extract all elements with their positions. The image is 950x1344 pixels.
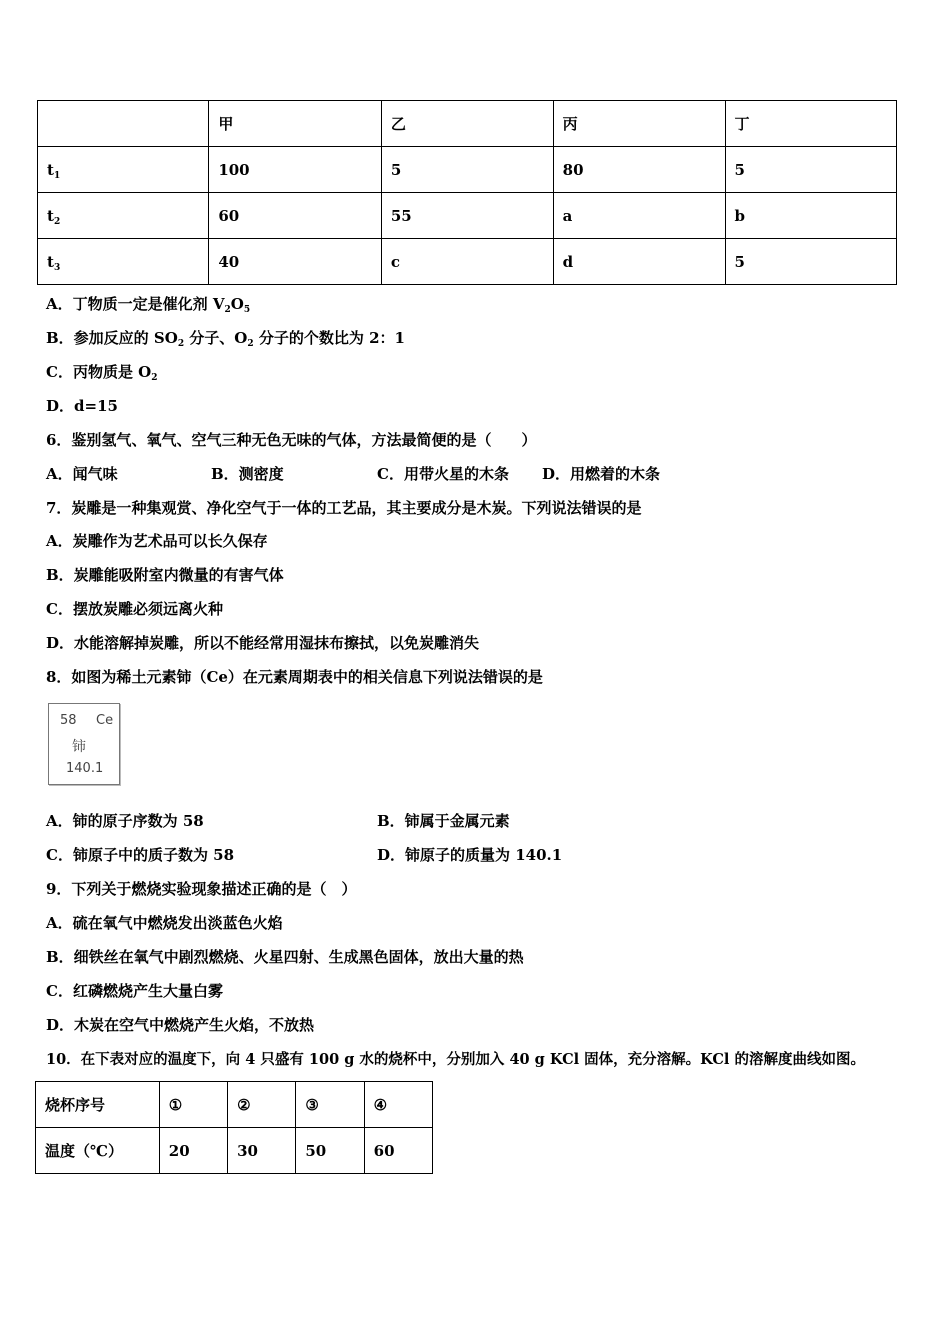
table-row <box>38 101 897 147</box>
table-cell: 40 <box>209 239 382 285</box>
table-cell: 丁 <box>725 101 897 147</box>
q10-stem: 10．在下表对应的温度下，向 4 只盛有 100 g 水的烧杯中，分别加入 40 g KCl 固体，充分溶解。KCl 的溶解度曲线如图。 <box>46 1051 865 1068</box>
table-cell: 30 <box>228 1128 296 1174</box>
table-cell: 甲 <box>209 101 382 147</box>
q5-option-a: A．丁物质一定是催化剂 $V_2O_5$ <box>46 295 251 315</box>
table-cell: 温度（℃） <box>36 1128 160 1174</box>
q5-option-d: D．d=15 <box>46 397 118 415</box>
table-cell: 60 <box>364 1128 432 1174</box>
table-cell: 丙 <box>553 101 725 147</box>
table-cell: ② <box>228 1082 296 1128</box>
table-cell: 100 <box>209 147 382 193</box>
table-cell: ③ <box>296 1082 364 1128</box>
table-row <box>38 239 897 285</box>
table-row <box>36 1128 433 1174</box>
q6-stem: 6．鉴别氢气、氧气、空气三种无色无味的气体，方法最简便的是（ ） <box>46 431 537 449</box>
q6-option-c: C．用带火星的木条 <box>377 465 509 483</box>
q6-option-d: D．用燃着的木条 <box>542 465 661 483</box>
table-cell: d <box>553 239 725 285</box>
row-label: $t_2$ <box>38 193 209 239</box>
table-cell: ④ <box>364 1082 432 1128</box>
q5-option-b: B．参加反应的 $SO_2$ 分子、$O_2$ 分子的个数比为 2：1 <box>46 329 405 349</box>
q7-option-d: D．水能溶解掉炭雕，所以不能经常用湿抹布擦拭，以免炭雕消失 <box>46 634 480 652</box>
q9-option-c: C．红磷燃烧产生大量白雾 <box>46 982 223 1000</box>
table-row <box>38 147 897 193</box>
q7-option-b: B．炭雕能吸附室内微量的有害气体 <box>46 566 284 584</box>
table-cell <box>38 101 209 147</box>
q7-option-c: C．摆放炭雕必须远离火种 <box>46 600 223 618</box>
q7-option-a: A．炭雕作为艺术品可以长久保存 <box>46 532 268 550</box>
table-cell: 乙 <box>381 101 553 147</box>
beaker-table <box>35 1081 433 1174</box>
table-cell: a <box>553 193 725 239</box>
table-cell: ① <box>159 1082 227 1128</box>
q9-option-b: B．细铁丝在氧气中剧烈燃烧、火星四射、生成黑色固体，放出大量的热 <box>46 948 524 966</box>
q8-stem: 8．如图为稀土元素铈（Ce）在元素周期表中的相关信息下列说法错误的是 <box>46 668 543 686</box>
element-name: 铈 <box>72 739 86 755</box>
row-label: $t_3$ <box>38 239 209 285</box>
element-symbol: Ce <box>96 713 114 728</box>
q8-option-b: B．铈属于金属元素 <box>377 812 510 830</box>
table-cell: 烧杯序号 <box>36 1082 160 1128</box>
table-cell: 55 <box>381 193 553 239</box>
table-row <box>36 1082 433 1128</box>
table-row <box>38 193 897 239</box>
mass-table <box>37 100 897 285</box>
table-cell: c <box>381 239 553 285</box>
table-cell: b <box>725 193 897 239</box>
q9-option-a: A．硫在氧气中燃烧发出淡蓝色火焰 <box>46 914 283 932</box>
table-cell: 5 <box>381 147 553 193</box>
q9-option-d: D．木炭在空气中燃烧产生火焰，不放热 <box>46 1016 315 1034</box>
table-cell: 5 <box>725 147 897 193</box>
q6-option-b: B．测密度 <box>211 465 284 483</box>
q8-option-a: A．铈的原子序数为 58 <box>46 812 204 830</box>
q6-option-a: A．闻气味 <box>46 465 118 483</box>
q8-option-d: D．铈原子的质量为 140.1 <box>377 846 563 864</box>
q8-option-c: C．铈原子中的质子数为 58 <box>46 846 235 864</box>
table-cell: 60 <box>209 193 382 239</box>
table-cell: 20 <box>159 1128 227 1174</box>
q9-stem: 9．下列关于燃烧实验现象描述正确的是（ ） <box>46 880 357 898</box>
table-cell: 5 <box>725 239 897 285</box>
table-cell: 80 <box>553 147 725 193</box>
row-label: $t_1$ <box>38 147 209 193</box>
table-cell: 50 <box>296 1128 364 1174</box>
q7-stem: 7．炭雕是一种集观赏、净化空气于一体的工艺品，其主要成分是木炭。下列说法错误的是 <box>46 499 642 517</box>
cerium-element-card <box>48 703 120 785</box>
q5-option-c: C．丙物质是 $O_2$ <box>46 363 158 383</box>
atomic-number: 58 <box>60 713 77 728</box>
atomic-mass: 140.1 <box>66 761 104 776</box>
